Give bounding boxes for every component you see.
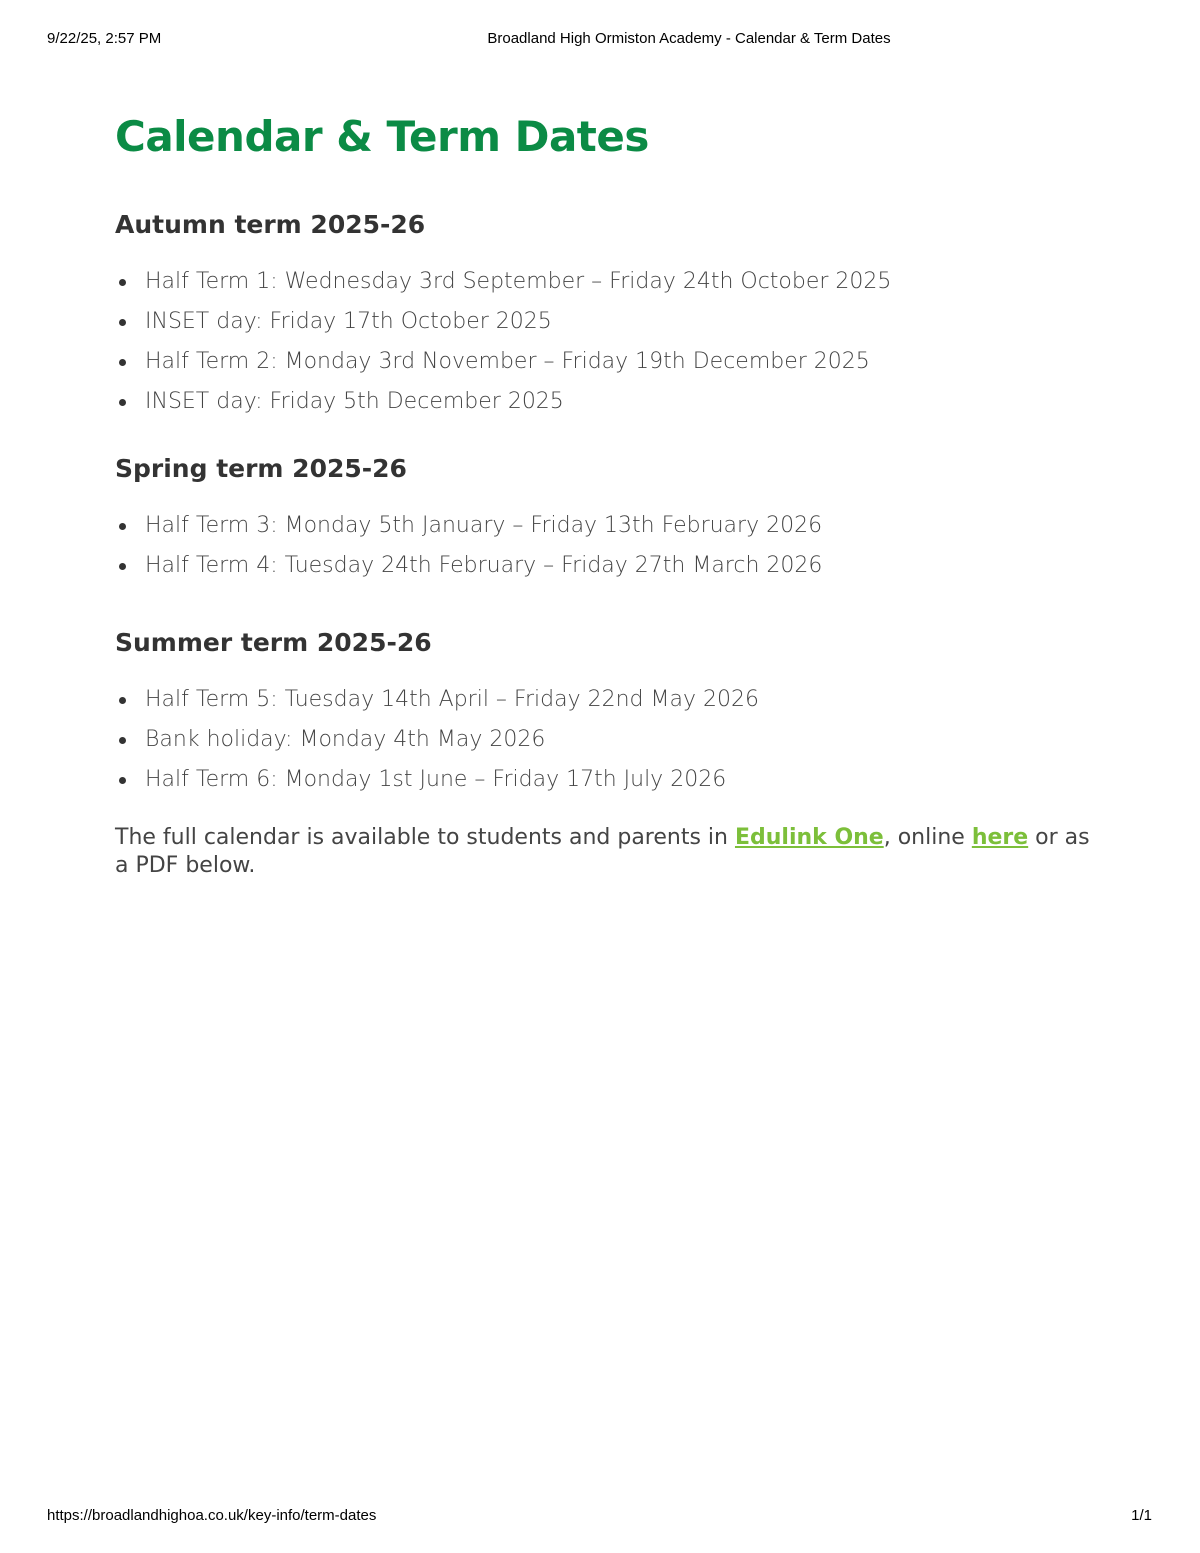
bullet-icon (119, 697, 126, 704)
autumn-term-heading: Autumn term 2025-26 (115, 210, 426, 239)
print-header-datetime: 9/22/25, 2:57 PM (47, 30, 162, 47)
note-text-before: The full calendar is available to students and parents in (115, 825, 735, 850)
list-item-text: Half Term 5: Tuesday 14th April – Friday 22nd May 2026 (145, 687, 759, 712)
print-header-document-title: Broadland High Ormiston Academy - Calendar & Term Dates (487, 30, 891, 47)
bullet-icon (119, 563, 126, 570)
list-item (115, 342, 1090, 382)
list-item-text: Half Term 1: Wednesday 3rd September – Friday 24th October 2025 (145, 269, 892, 294)
list-item (115, 302, 1090, 342)
bullet-icon (119, 737, 126, 744)
bullet-icon (119, 319, 126, 326)
edulink-one-link[interactable]: Edulink One (734, 825, 884, 850)
list-item (115, 382, 1090, 422)
bullet-icon (119, 359, 126, 366)
summer-term-heading: Summer term 2025-26 (115, 628, 432, 657)
list-item (115, 506, 1090, 546)
list-item (115, 720, 1090, 760)
autumn-term-list (115, 262, 1090, 422)
note-text-middle: , online (883, 825, 972, 850)
list-item-text: Half Term 4: Tuesday 24th February – Friday 27th March 2026 (145, 553, 823, 578)
bullet-icon (119, 279, 126, 286)
list-item (115, 760, 1090, 800)
calendar-availability-note (115, 824, 1090, 880)
spring-term-list (115, 506, 1090, 586)
list-item-text: Bank holiday: Monday 4th May 2026 (145, 727, 546, 752)
spring-term-heading: Spring term 2025-26 (115, 454, 407, 483)
list-item-text: INSET day: Friday 17th October 2025 (145, 309, 552, 334)
list-item (115, 262, 1090, 302)
print-footer-url: https://broadlandhighoa.co.uk/key-info/term-dates (47, 1507, 377, 1524)
summer-term-list (115, 680, 1090, 800)
bullet-icon (119, 523, 126, 530)
note-text-after: or as a PDF below. (115, 825, 1090, 878)
main-content (115, 108, 1090, 880)
list-item-text: Half Term 6: Monday 1st June – Friday 17th July 2026 (145, 767, 727, 792)
list-item (115, 546, 1090, 586)
list-item-text: Half Term 2: Monday 3rd November – Friday 19th December 2025 (145, 349, 870, 374)
print-footer-page-number: 1/1 (1131, 1507, 1152, 1524)
page-title: Calendar & Term Dates (115, 112, 649, 161)
list-item-text: INSET day: Friday 5th December 2025 (145, 389, 564, 414)
list-item (115, 680, 1090, 720)
bullet-icon (119, 777, 126, 784)
bullet-icon (119, 399, 126, 406)
online-calendar-link[interactable]: here (971, 825, 1029, 850)
list-item-text: Half Term 3: Monday 5th January – Friday 13th February 2026 (145, 513, 823, 538)
